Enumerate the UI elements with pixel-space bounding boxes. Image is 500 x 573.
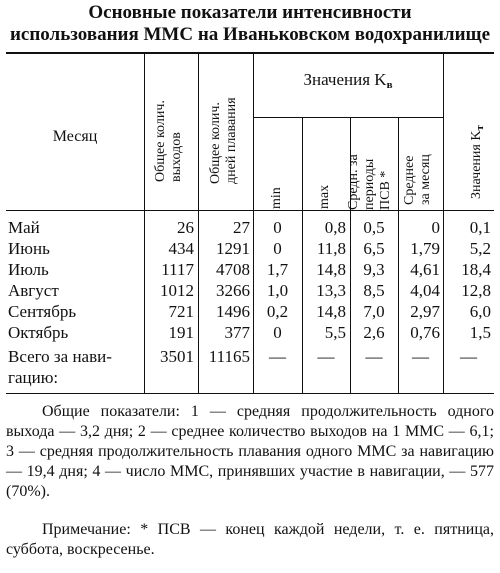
cell-exits: 434 [168, 239, 194, 258]
total-exits: 3501 [160, 347, 194, 366]
cell-days: 4708 [216, 260, 250, 279]
cell-days: 377 [224, 323, 250, 342]
table-title [0, 2, 500, 46]
cell-month: Июль [8, 260, 49, 279]
cell-avg-psv: 9,3 [363, 260, 385, 279]
cell-days: 3266 [216, 281, 250, 300]
cell-min: 0 [273, 239, 282, 258]
cell-avg-month: 4,04 [410, 281, 440, 300]
cell-month: Май [8, 218, 40, 237]
table-row [0, 217, 500, 239]
general-notes-text: Общие показатели: 1 — средняя продолжительность одного выхода — 3,2 дня; 2 — среднее количество выходов на 1 ММС — 6,1; 3 — средняя продолжительность плавания одного ММС за навигацию — 19,4 дня; 4 — число ММС, принявших участие в навигации, — 577 (70%). [6, 403, 494, 500]
cell-exits: 191 [168, 323, 194, 342]
cell-kt: 6,0 [469, 302, 491, 321]
cell-days: 27 [233, 218, 250, 237]
total-row [0, 346, 500, 368]
cell-max: 14,8 [316, 302, 346, 321]
title-divider [6, 52, 494, 54]
cell-kt: 18,4 [461, 260, 491, 279]
header-kv-group: Значения $K_в$ [303, 70, 393, 91]
total-max-dash: — [317, 347, 335, 366]
header-kt: Значения $K_т$ [469, 125, 486, 199]
header-avg-month: Среднее за месяц [402, 154, 433, 205]
total-kt-dash: — [460, 347, 477, 366]
cell-avg-psv: 6,5 [363, 239, 385, 258]
cell-max: 13,3 [316, 281, 346, 300]
cell-avg-psv: 0,5 [363, 218, 385, 237]
total-label-line1: Всего за нави- [8, 347, 112, 366]
cell-max: 0,8 [324, 218, 346, 237]
cell-month: Июнь [8, 239, 50, 258]
title-line-1: Основные показатели интенсивности [88, 2, 412, 23]
cell-kt: 0,1 [469, 218, 491, 237]
header-total-exits: Общее колич. выходов [153, 100, 184, 182]
total-avg-psv-dash: — [365, 347, 383, 366]
table-row [0, 259, 500, 281]
cell-avg-month: 4,61 [410, 260, 440, 279]
header-min: min [269, 187, 284, 209]
cell-kt: 5,2 [469, 239, 491, 258]
total-label-line2: гацию: [8, 368, 59, 387]
table-bottom-rule [6, 393, 494, 394]
kv-group-divider [253, 117, 443, 118]
title-line-2: использования ММС на Иваньковском водохранилище [9, 24, 491, 45]
header-total-days: Общее колич. дней плавания [208, 97, 239, 184]
cell-min: 0,2 [266, 302, 289, 321]
cell-exits: 721 [168, 302, 194, 321]
remark-notes [6, 520, 494, 560]
cell-days: 1496 [216, 302, 250, 321]
table-row [0, 238, 500, 260]
cell-month: Октябрь [8, 323, 69, 342]
cell-kt: 1,5 [469, 323, 491, 342]
cell-days: 1291 [216, 239, 250, 258]
cell-min: 0 [273, 323, 282, 342]
table-row [0, 301, 500, 323]
table-row [0, 280, 500, 302]
cell-avg-month: 0,76 [410, 323, 440, 342]
cell-max: 5,5 [324, 323, 346, 342]
header-bottom-rule [6, 210, 494, 211]
cell-max: 14,8 [316, 260, 346, 279]
remark-text: Примечание: * ПСВ — конец каждой недели, т. е. пятница, суббота, воскресенье. [6, 521, 494, 558]
cell-avg-psv: 8,5 [363, 281, 385, 300]
cell-avg-psv: 7,0 [363, 302, 385, 321]
total-min-dash: — [269, 347, 286, 366]
table-row [0, 322, 500, 344]
total-row-cont [0, 367, 200, 389]
cell-exits: 1012 [160, 281, 194, 300]
cell-month: Сентябрь [8, 302, 77, 321]
cell-avg-psv: 2,6 [363, 323, 385, 342]
cell-max: 11,8 [316, 239, 346, 258]
header-max: max [317, 184, 332, 209]
cell-min: 1,7 [266, 260, 289, 279]
cell-avg-month: 0 [431, 218, 440, 237]
cell-min: 1,0 [266, 281, 289, 300]
header-avg-psv: Средн. за периоды ПСВ * [346, 154, 393, 210]
header-month: Месяц [52, 128, 98, 145]
total-days: 11165 [208, 347, 250, 366]
cell-exits: 1117 [161, 260, 194, 279]
cell-kt: 12,8 [461, 281, 491, 300]
total-avg-month-dash: — [412, 347, 429, 366]
general-notes [6, 402, 494, 502]
cell-avg-month: 2,97 [410, 302, 440, 321]
cell-month: Август [8, 281, 59, 300]
cell-min: 0 [273, 218, 282, 237]
cell-avg-month: 1,79 [410, 239, 440, 258]
cell-exits: 26 [177, 218, 194, 237]
